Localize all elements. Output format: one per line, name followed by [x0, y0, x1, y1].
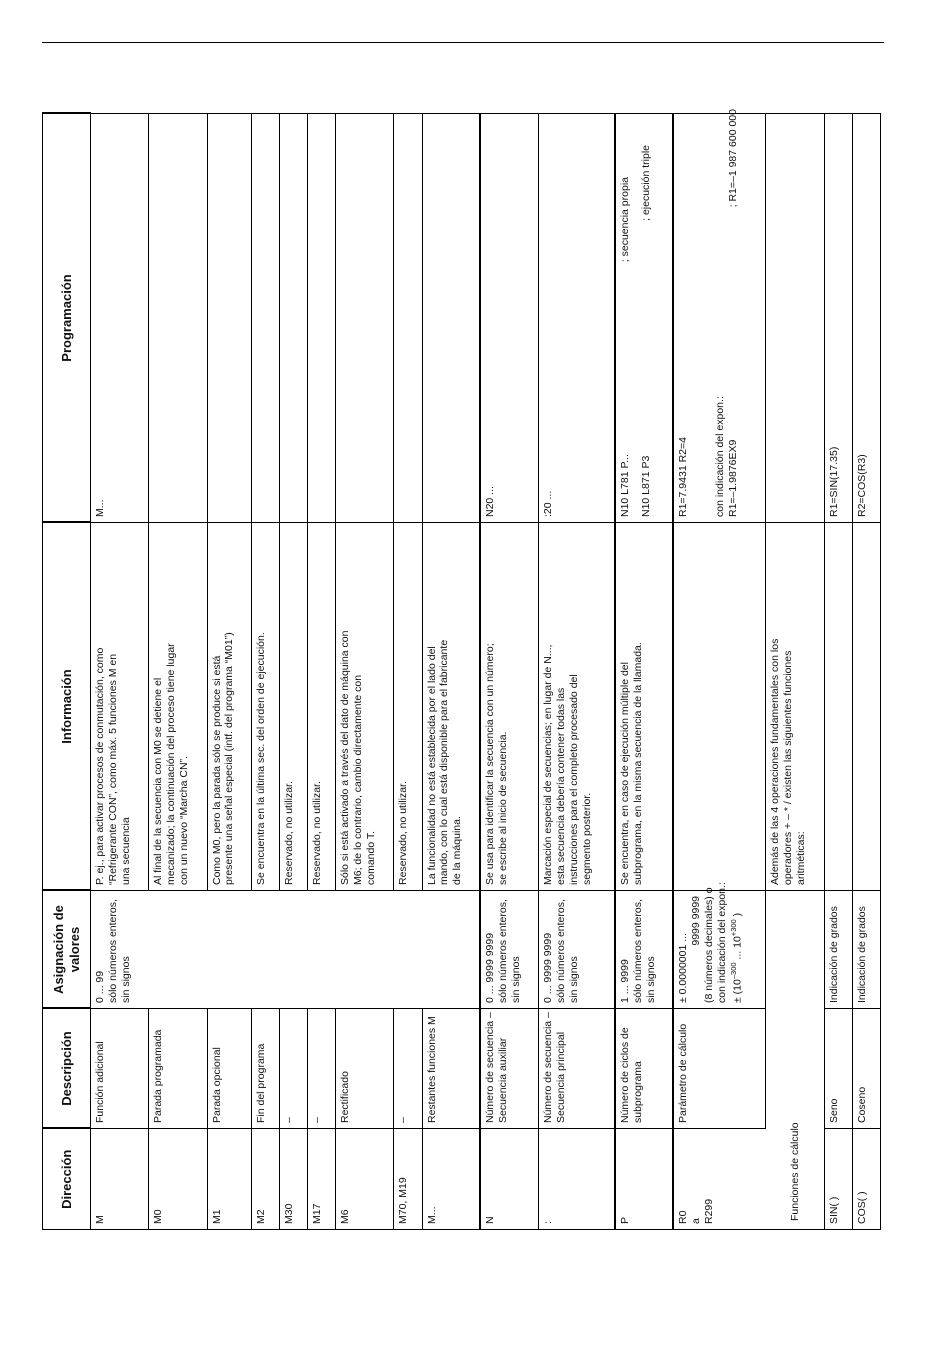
cell-desc: Rectificado: [336, 1009, 394, 1129]
cell-info: La funcionalidad no está establecida por el lado del mando, con lo cual está disponible para el fabricante de la máquina.: [422, 523, 480, 891]
cell-val: 1 ... 9999 sólo números enteros, sin signos: [615, 891, 673, 1009]
cell-dir: M70, M19: [394, 1129, 422, 1230]
cell-desc: Número de ciclos de subprograma: [615, 1009, 673, 1129]
cell-info: Marcación especial de secuencias; en lugar de N..., esta secuencia debería contener todas las instrucciones para el completo procesado del segmento posterior.: [539, 523, 615, 891]
top-rule: [42, 42, 884, 43]
cell-val: [149, 891, 207, 1009]
table-row: [336, 114, 394, 1230]
table-row: [251, 114, 279, 1230]
cell-prog: M...: [91, 114, 149, 523]
cell-val: [422, 891, 480, 1009]
cell-info: Reservado, no utilizar.: [394, 523, 422, 891]
cell-desc: Fin del programa: [251, 1009, 279, 1129]
table-row: [766, 114, 824, 1230]
table-row: [422, 114, 480, 1230]
cell-info: Se usa para identificar la secuencia con un número; se escribe al inicio de secuencia.: [480, 523, 538, 891]
cell-info: Además de las 4 operaciones fundamentales con los operadores + – * / existen las siguientes funciones aritméticas:: [766, 523, 824, 891]
cell-dir: SIN( ): [824, 1129, 852, 1230]
cell-dir: :: [539, 1129, 615, 1230]
cell-dir: P: [615, 1129, 673, 1230]
cell-prog: [207, 114, 251, 523]
table-row: [91, 114, 149, 1230]
header-programacion: Programación: [43, 114, 91, 523]
cell-val: [308, 891, 336, 1009]
cell-prog: R1=7.9431 R2=4 con indicación del expon.: R1=–1.9876EX9 ; R1=–1 987 600 000: [673, 114, 765, 523]
cell-prog: [251, 114, 279, 523]
cell-info: Como M0, pero la parada sólo se produce si está presente una señal especial (intf. del programa “M01”): [207, 523, 251, 891]
cell-prog: [336, 114, 394, 523]
table-row: [149, 114, 207, 1230]
cell-dir: M1: [207, 1129, 251, 1230]
cell-desc: Número de secuencia – Secuencia auxiliar: [480, 1009, 538, 1129]
table-row: [615, 114, 673, 1230]
cell-val: [279, 891, 307, 1009]
cell-dir: N: [480, 1129, 538, 1230]
cell-prog: N10 L781 P... ; secuencia propia N10 L871 P3 ; ejecución triple: [615, 114, 673, 523]
cell-val: ± 0.0000001 ... 9999 9999 (8 números decimales) o con indicación del expon.: ± ($10^{-300}$ ... $10^{+300}$ ): [673, 891, 765, 1009]
cell-val: 0 ... 9999 9999 sólo números enteros, sin signos: [480, 891, 538, 1009]
cell-info: [673, 523, 765, 891]
cell-dir: M2: [251, 1129, 279, 1230]
cell-prog: [766, 114, 824, 523]
cell-desc: Coseno: [852, 1009, 880, 1129]
cell-info: Al final de la secuencia con M0 se detiene el mecanizado; la continuación del proceso tiene lugar con un nuevo “Marcha CN”.: [149, 523, 207, 891]
cell-prog: [394, 114, 422, 523]
cell-prog: R2=COS(R3): [852, 114, 880, 523]
cell-dir: M17: [308, 1129, 336, 1230]
cell-desc: –: [394, 1009, 422, 1129]
header-descripcion: Descripción: [43, 1009, 91, 1129]
cell-val: [394, 891, 422, 1009]
cell-val: 0 ... 99 sólo números enteros, sin signos: [91, 891, 149, 1009]
cell-info: Reservado, no utilizar.: [279, 523, 307, 891]
cell-info: Se encuentra, en caso de ejecución múltiple del subprograma, en la misma secuencia de la llamada.: [615, 523, 673, 891]
table-row: [308, 114, 336, 1230]
cell-prog: [279, 114, 307, 523]
cell-dir: M6: [336, 1129, 394, 1230]
cell-desc: –: [308, 1009, 336, 1129]
cell-val: Indicación de grados: [852, 891, 880, 1009]
cell-desc: Seno: [824, 1009, 852, 1129]
cell-val: [207, 891, 251, 1009]
table-row: [852, 114, 880, 1230]
cell-prog: :20 ...: [539, 114, 615, 523]
cell-dir: M: [91, 1129, 149, 1230]
address-table: [42, 109, 881, 1231]
cell-dir-span: Funciones de cálculo: [766, 891, 824, 1230]
header-asignacion: Asignación de valores: [43, 891, 91, 1009]
cell-dir: M0: [149, 1129, 207, 1230]
cell-dir: M...: [422, 1129, 480, 1230]
cell-desc: Parada opcional: [207, 1009, 251, 1129]
cell-desc: Parada programada: [149, 1009, 207, 1129]
cell-desc: Número de secuencia – Secuencia principal: [539, 1009, 615, 1129]
cell-val: [336, 891, 394, 1009]
cell-val: 0 ... 9999 9999 sólo números enteros, sin signos: [539, 891, 615, 1009]
cell-prog: [422, 114, 480, 523]
table-row: [824, 114, 852, 1230]
table-row: [279, 114, 307, 1230]
cell-desc: –: [279, 1009, 307, 1129]
cell-dir: COS( ): [852, 1129, 880, 1230]
cell-prog: R1=SIN(17.35): [824, 114, 852, 523]
table-row: [673, 114, 765, 1230]
cell-val: Indicación de grados: [824, 891, 852, 1009]
cell-desc: Parámetro de cálculo: [673, 1009, 765, 1129]
cell-dir: M30: [279, 1129, 307, 1230]
cell-val: [251, 891, 279, 1009]
rotated-table-wrapper: [42, 109, 881, 1230]
table-row: [207, 114, 251, 1230]
cell-prog: [149, 114, 207, 523]
table-row: [394, 114, 422, 1230]
cell-dir: R0 a R299: [673, 1129, 765, 1230]
table-row: [539, 114, 615, 1230]
cell-info: Reservado, no utilizar.: [308, 523, 336, 891]
cell-info: Sólo si está activado a través del dato de máquina con M6; de lo contrario, cambio directamente con comando T.: [336, 523, 394, 891]
header-direccion: Dirección: [43, 1129, 91, 1230]
cell-info: Se encuentra en la última sec. del orden de ejecución.: [251, 523, 279, 891]
cell-info: P. ej., para activar procesos de conmutación, como “Refrigerante CON”, como máx. 5 funciones M en una secuencia: [91, 523, 149, 891]
cell-info: [824, 523, 852, 891]
cell-desc: Función adicional: [91, 1009, 149, 1129]
header-informacion: Información: [43, 523, 91, 891]
cell-prog: N20 ...: [480, 114, 538, 523]
cell-desc: Restantes funciones M: [422, 1009, 480, 1129]
cell-info: [852, 523, 880, 891]
cell-prog: [308, 114, 336, 523]
table-row: [480, 114, 538, 1230]
